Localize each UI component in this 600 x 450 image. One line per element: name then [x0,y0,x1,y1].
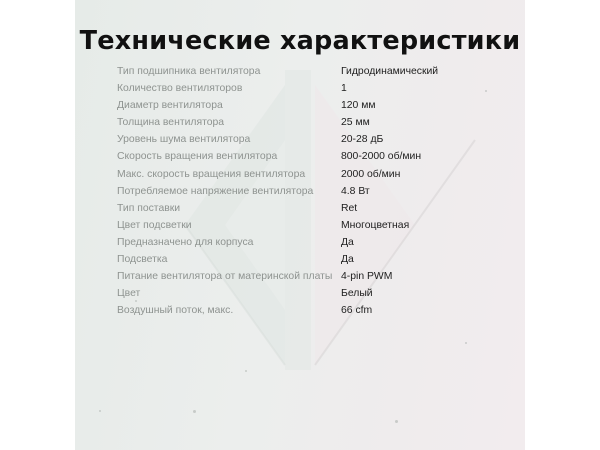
spec-value: 120 мм [341,100,376,112]
spec-row [117,148,497,165]
spec-value: 4.8 Вт [341,185,370,197]
spec-table [117,63,497,319]
spec-value: Белый [341,288,373,300]
spec-label: Цвет [117,288,141,300]
spec-label: Предназначено для корпуса [117,236,254,248]
spec-value: 25 мм [341,117,370,129]
spec-label: Толщина вентилятора [117,117,225,129]
spec-label: Тип подшипника вентилятора [117,66,261,77]
spec-value: Многоцветная [341,219,410,231]
spec-row [117,97,497,114]
spec-row [117,200,497,217]
spec-row [117,285,497,302]
spec-label: Диаметр вентилятора [117,100,223,112]
spec-label: Воздушный поток, макс. [117,305,234,317]
spec-row [117,217,497,234]
spec-value: Ret [341,202,358,214]
spec-label: Питание вентилятора от материнской платы [117,271,333,283]
spec-label: Потребляемое напряжение вентилятора [117,185,314,197]
spec-row [117,114,497,131]
page-title: Технические характеристики [79,26,521,56]
spec-label: Подсветка [117,254,168,266]
spec-label: Цвет подсветки [117,219,192,231]
spec-label: Количество вентиляторов [117,83,243,95]
spec-value: Да [341,236,354,248]
spec-row [117,268,497,285]
spec-row [117,302,497,319]
spec-value: 800-2000 об/мин [341,151,422,163]
spec-value: 20-28 дБ [341,134,384,146]
spec-label: Макс. скорость вращения вентилятора [117,168,306,180]
spec-card [75,0,525,450]
spec-row [117,131,497,148]
spec-value: Гидродинамический [341,66,439,77]
spec-row [117,63,497,80]
spec-label: Тип поставки [117,202,181,214]
spec-label: Скорость вращения вентилятора [117,151,278,163]
spec-value: 1 [341,83,347,95]
spec-value: 2000 об/мин [341,168,401,180]
spec-value: 66 cfm [341,305,373,317]
spec-value: 4-pin PWM [341,271,393,283]
spec-row [117,234,497,251]
spec-row [117,80,497,97]
spec-row [117,251,497,268]
spec-row [117,166,497,183]
spec-label: Уровень шума вентилятора [117,134,251,146]
spec-row [117,183,497,200]
spec-value: Да [341,254,354,266]
